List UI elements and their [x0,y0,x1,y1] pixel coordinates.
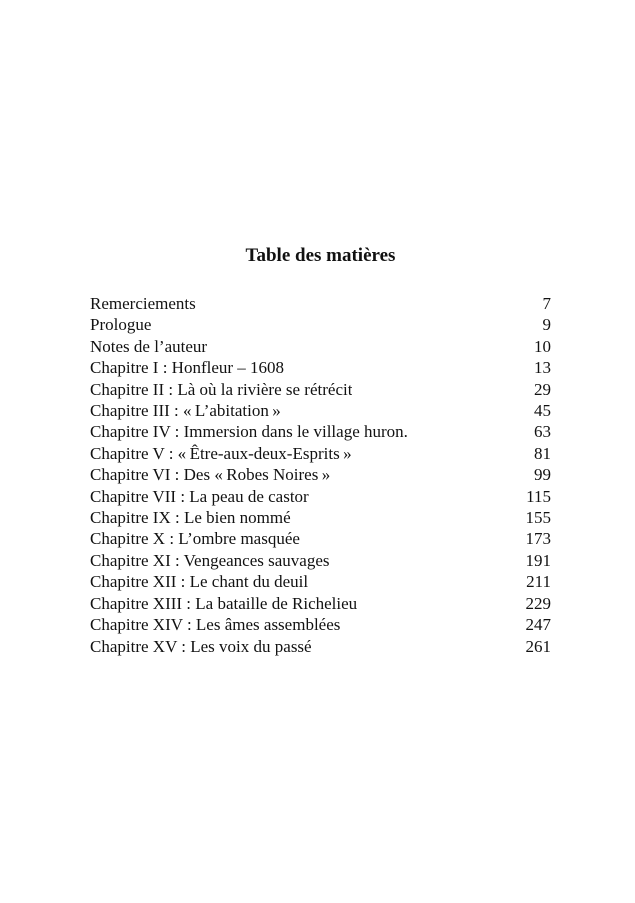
toc-entry-label: Chapitre IX : Le bien nommé [90,508,291,528]
toc-entry [90,593,551,614]
toc-entry-page-number: 155 [525,508,551,528]
toc-entry-label: Chapitre VII : La peau de castor [90,486,309,506]
toc-entry-label: Chapitre VI : Des « Robes Noires » [90,465,331,485]
toc-entry-page-number: 261 [525,636,551,656]
toc-entry [90,571,551,592]
toc-entry-page-number: 229 [525,593,551,613]
toc-entry-label: Chapitre II : Là où la rivière se rétrécit [90,379,353,399]
toc-entry [90,314,551,335]
toc-entry-page-number: 191 [525,550,551,570]
toc-entry-page-number: 115 [526,486,551,506]
toc-entry-page-number: 173 [525,529,551,549]
toc-entry-page-number: 9 [542,315,551,335]
toc-entry [90,528,551,549]
toc-title: Table des matières [245,245,396,266]
toc-entry-label: Chapitre XI : Vengeances sauvages [90,550,330,570]
toc-entry [90,357,551,378]
toc-entry [90,400,551,421]
toc-entry [90,486,551,507]
toc-entry-label: Notes de l’auteur [90,336,208,356]
toc-entry-label: Chapitre V : « Être-aux-deux-Esprits » [90,443,352,463]
toc-entry-label: Chapitre XIII : La bataille de Richelieu [90,593,358,613]
toc-entry-page-number: 63 [534,422,551,442]
toc-entry [90,636,551,657]
toc-entry [90,293,551,314]
toc-entry-page-number: 10 [534,336,551,356]
toc-entry [90,464,551,485]
toc-entry-page-number: 7 [542,294,551,313]
toc-entry-label: Prologue [90,315,152,335]
toc-entry [90,550,551,571]
toc-entry-label: Chapitre XIV : Les âmes assemblées [90,615,341,635]
toc-entry [90,507,551,528]
toc-entry [90,379,551,400]
toc-entry [90,443,551,464]
toc-entry [90,614,551,635]
toc-entry-page-number: 211 [526,572,551,592]
toc-entry-page-number: 29 [534,379,551,399]
toc-entry-label: Remerciements [90,294,196,313]
toc-entry-label: Chapitre XII : Le chant du deuil [90,572,309,592]
toc-entry-label: Chapitre XV : Les voix du passé [90,636,312,656]
toc-entry-label: Chapitre X : L’ombre masquée [90,529,300,549]
toc-entry-page-number: 45 [534,401,551,421]
toc-entry-page-number: 99 [534,465,551,485]
toc-entry-label: Chapitre III : « L’abitation » [90,401,281,421]
toc-entry [90,421,551,442]
toc-entry-page-number: 13 [534,358,551,378]
toc-entry-page-number: 247 [525,615,551,635]
toc-entry [90,336,551,357]
toc-entry-page-number: 81 [534,443,551,463]
toc-entry-label: Chapitre IV : Immersion dans le village huron. [90,422,408,442]
toc-list [90,293,551,657]
toc-entry-label: Chapitre I : Honfleur – 1608 [90,358,285,378]
